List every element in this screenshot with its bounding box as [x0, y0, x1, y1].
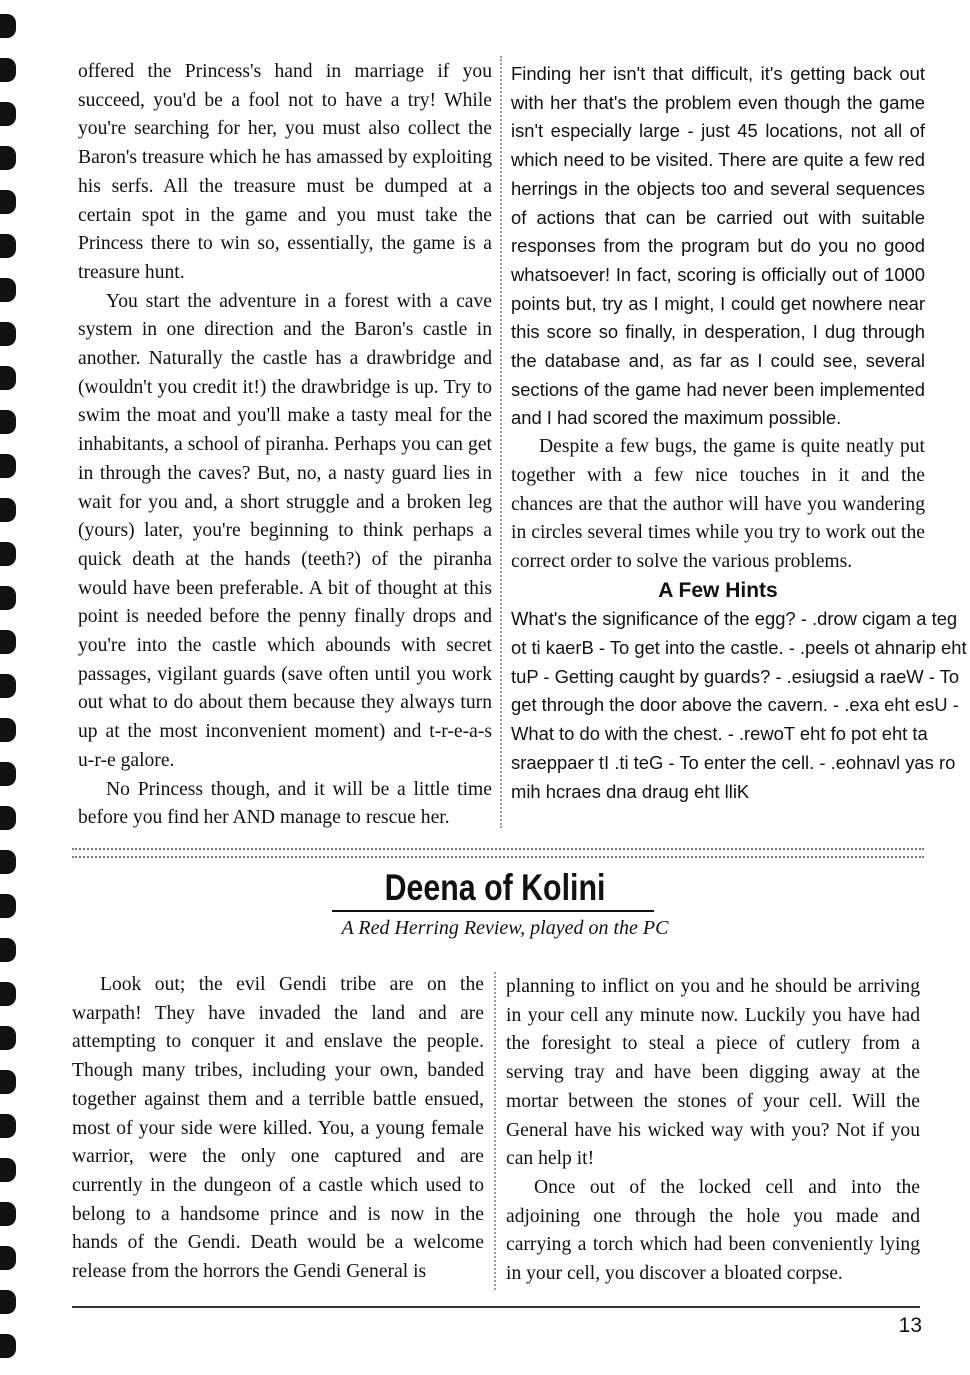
- page-number: 13: [898, 1314, 922, 1337]
- hint-line: sraeppaer tI .ti teG - To enter the cell. - .eohnavl yas ro: [511, 751, 956, 773]
- body-paragraph: planning to inflict on you and he should be arriving in your cell any minute now. Luckily you have had the foresight to steal a piece of cutlery from a serving tray and have been digging away at the mortar between the stones of your cell. Will the General have his wicked way with you? Not if you can help it!: [506, 976, 920, 1170]
- column-divider: [500, 56, 502, 828]
- top-right-column: [511, 60, 967, 806]
- title-underline: [332, 910, 654, 912]
- review-title: Deena of Kolini: [384, 867, 606, 908]
- body-paragraph: Look out; the evil Gendi tribe are on the warpath! They have invaded the land and are attempting to conquer it and enslave the people. Though many tribes, including your own, banded together against them and a terrible battle ensued, most of your side were killed. You, a young female warrior, were the only one captured and are currently in the dungeon of a castle which used to belong to a handsome prince and is now in the hands of the Gendi. Death would be a welcome release from the horrors the Gendi General is: [72, 974, 484, 1283]
- column-divider: [494, 972, 496, 1290]
- bottom-right-column: [506, 973, 920, 1289]
- body-paragraph: offered the Princess's hand in marriage if you succeed, you'd be a fool not to have a try! While you're searching for her, you must also collect the Baron's treasure which he has amassed by exploiting his serfs. All the treasure must be dumped at a certain spot in the game and you must take the Princess there to win so, essentially, the game is a treasure hunt.: [78, 61, 492, 283]
- section-divider: [72, 848, 924, 858]
- body-paragraph: Despite a few bugs, the game is quite neatly put together with a few nice touches in it and the chances are that the author will have you wandering in circles several times while you try to work out the correct order to solve the various problems.: [511, 436, 925, 572]
- bottom-left-column: [72, 971, 484, 1287]
- body-paragraph: You start the adventure in a forest with a cave system in one direction and the Baron's castle in another. Naturally the castle has a drawbridge and (wouldn't you credit it!) the drawbridge is up. Try to swim the moat and you'll make a tasty meal for the inhabitants, a school of piranha. Perhaps you can get in through the caves? But, no, a nasty guard lies in wait for you and, a short struggle and a broken leg (yours) later, you're beginning to think perhaps a quick death at the hands (teeth?) of the piranha would have been preferable. A bit of thought at this point is needed before the penny finally drops and you're into the castle which abounds with secret passages, vigilant guards (save often until you work out what to do about them because they always turn up at the most inconvenient moment) and t-r-e-a-s u-r-e galore.: [78, 290, 492, 771]
- hint-line: tuP - Getting caught by guards? - .esiugsid a raeW - To: [511, 665, 960, 687]
- hint-line: What to do with the chest. - .rewoT eht fo pot eht ta: [511, 723, 928, 745]
- hint-line: get through the door above the cavern. - .exa eht esU -: [511, 694, 959, 716]
- body-paragraph: No Princess though, and it will be a little time before you find her AND manage to rescue her.: [78, 778, 492, 829]
- body-paragraph: Once out of the locked cell and into the adjoining one through the hole you made and carrying a torch which had been conveniently lying in your cell, you discover a bloated corpse.: [506, 1176, 920, 1285]
- spiral-binding: [0, 0, 22, 1375]
- hint-line: ot ti kaerB - To get into the castle. - .peels ot ahnarip eht: [511, 637, 967, 659]
- hints-heading: A Few Hints: [658, 578, 778, 602]
- footer-rule: [72, 1306, 920, 1308]
- hint-line: mih hcraes dna draug eht lliK: [511, 780, 750, 802]
- hint-line: What's the significance of the egg? - .drow cigam a teg: [511, 608, 958, 630]
- review-subtitle: A Red Herring Review, played on the PC: [341, 917, 669, 939]
- top-left-column: [78, 58, 492, 833]
- body-paragraph: Finding her isn't that difficult, it's getting back out with her that's the problem even though the game isn't especially large - just 45 locations, not all of which need to be visited. There are quite a few red herrings in the objects too and several sequences of actions that can be carried out with suitable responses from the program but do you no good whatsoever! In fact, scoring is officially out of 1000 points but, try as I might, I could get nowhere near this score so finally, in desperation, I dug through the database and, as far as I could see, several sections of the game had never been implemented and I had scored the maximum possible.: [511, 63, 925, 429]
